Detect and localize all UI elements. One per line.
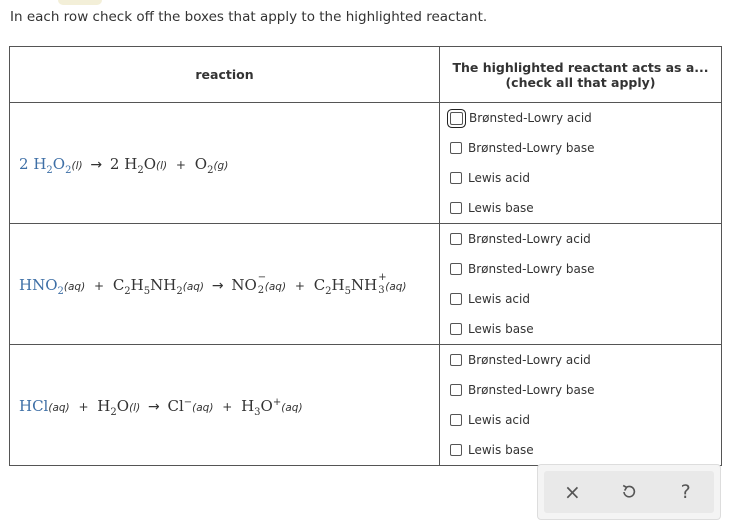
reaction-cell: [10, 224, 440, 345]
option-label: Brønsted-Lowry acid: [469, 111, 592, 125]
checkbox[interactable]: [450, 233, 462, 245]
option-lewis-base[interactable]: [440, 193, 721, 223]
checkbox[interactable]: [450, 112, 463, 125]
reaction-cell: [10, 103, 440, 224]
close-icon: ×: [563, 480, 581, 504]
header-reaction: reaction: [10, 47, 440, 103]
option-bronsted-base[interactable]: [440, 133, 721, 163]
undo-icon: [621, 484, 637, 500]
checkbox[interactable]: [450, 354, 462, 366]
table-header-row: [10, 47, 722, 103]
equation-2: $HNO_2(aq) + C_2H_5NH_2(aq)$ → NO − 2 $(aq) + C_2H_5NH$ + 3 (aq): [19, 271, 407, 297]
instruction-text: In each row check off the boxes that apply to the highlighted reactant.: [10, 9, 488, 25]
highlighted-reactant: $HNO_2$: [19, 275, 64, 297]
option-bronsted-acid[interactable]: [440, 224, 721, 254]
checkbox[interactable]: [450, 414, 462, 426]
option-bronsted-base[interactable]: [440, 254, 721, 284]
reaction-table: [9, 46, 722, 466]
header-acts-title: The highlighted reactant acts as a...: [452, 59, 709, 75]
option-label: Brønsted-Lowry acid: [468, 353, 591, 367]
header-acts-subtitle: (check all that apply): [505, 74, 656, 90]
option-label: Brønsted-Lowry acid: [468, 232, 591, 246]
tab-indicator: [58, 0, 102, 5]
option-bronsted-acid[interactable]: [440, 345, 721, 375]
checkbox[interactable]: [450, 142, 462, 154]
option-label: Lewis base: [468, 201, 534, 215]
option-label: Brønsted-Lowry base: [468, 383, 595, 397]
checkbox[interactable]: [450, 384, 462, 396]
table-row: [10, 224, 722, 345]
option-label: Lewis base: [468, 322, 534, 336]
checkbox[interactable]: [450, 263, 462, 275]
option-label: Brønsted-Lowry base: [468, 141, 595, 155]
option-label: Brønsted-Lowry base: [468, 262, 595, 276]
highlighted-reactant: HCl: [19, 396, 49, 415]
option-lewis-base[interactable]: [440, 314, 721, 344]
option-label: Lewis acid: [468, 413, 530, 427]
option-label: Lewis acid: [468, 292, 530, 306]
option-lewis-acid[interactable]: [440, 405, 721, 435]
table-row: [10, 103, 722, 224]
help-icon: ?: [680, 481, 691, 503]
option-lewis-acid[interactable]: [440, 163, 721, 193]
reaction-cell: [10, 345, 440, 466]
option-bronsted-base[interactable]: [440, 375, 721, 405]
option-lewis-base[interactable]: [440, 435, 721, 465]
option-bronsted-acid[interactable]: [440, 103, 721, 133]
table-row: [10, 345, 722, 466]
checkbox[interactable]: [450, 323, 462, 335]
options-cell: [440, 345, 722, 466]
option-label: Lewis acid: [468, 171, 530, 185]
highlighted-reactant: 2 $H_2O_2$: [19, 154, 72, 176]
checkbox[interactable]: [450, 172, 462, 184]
checkbox[interactable]: [450, 444, 462, 456]
options-cell: [440, 103, 722, 224]
clear-button[interactable]: [554, 476, 590, 508]
equation-1: 2 $H_2O_2(l) \to 2$ $H_2O(l) + O_2(g)$: [19, 154, 229, 176]
checkbox[interactable]: [450, 202, 462, 214]
help-button[interactable]: [668, 476, 704, 508]
option-label: Lewis base: [468, 443, 534, 457]
header-acts-as: [440, 47, 722, 103]
equation-3: $HCl(aq) + H_2O(l) \to Cl^-(aq) + H_3O^+(aq)$: [19, 396, 303, 418]
checkbox[interactable]: [450, 293, 462, 305]
options-cell: [440, 224, 722, 345]
option-lewis-acid[interactable]: [440, 284, 721, 314]
answer-toolbar: [537, 464, 721, 520]
undo-button[interactable]: [611, 476, 647, 508]
